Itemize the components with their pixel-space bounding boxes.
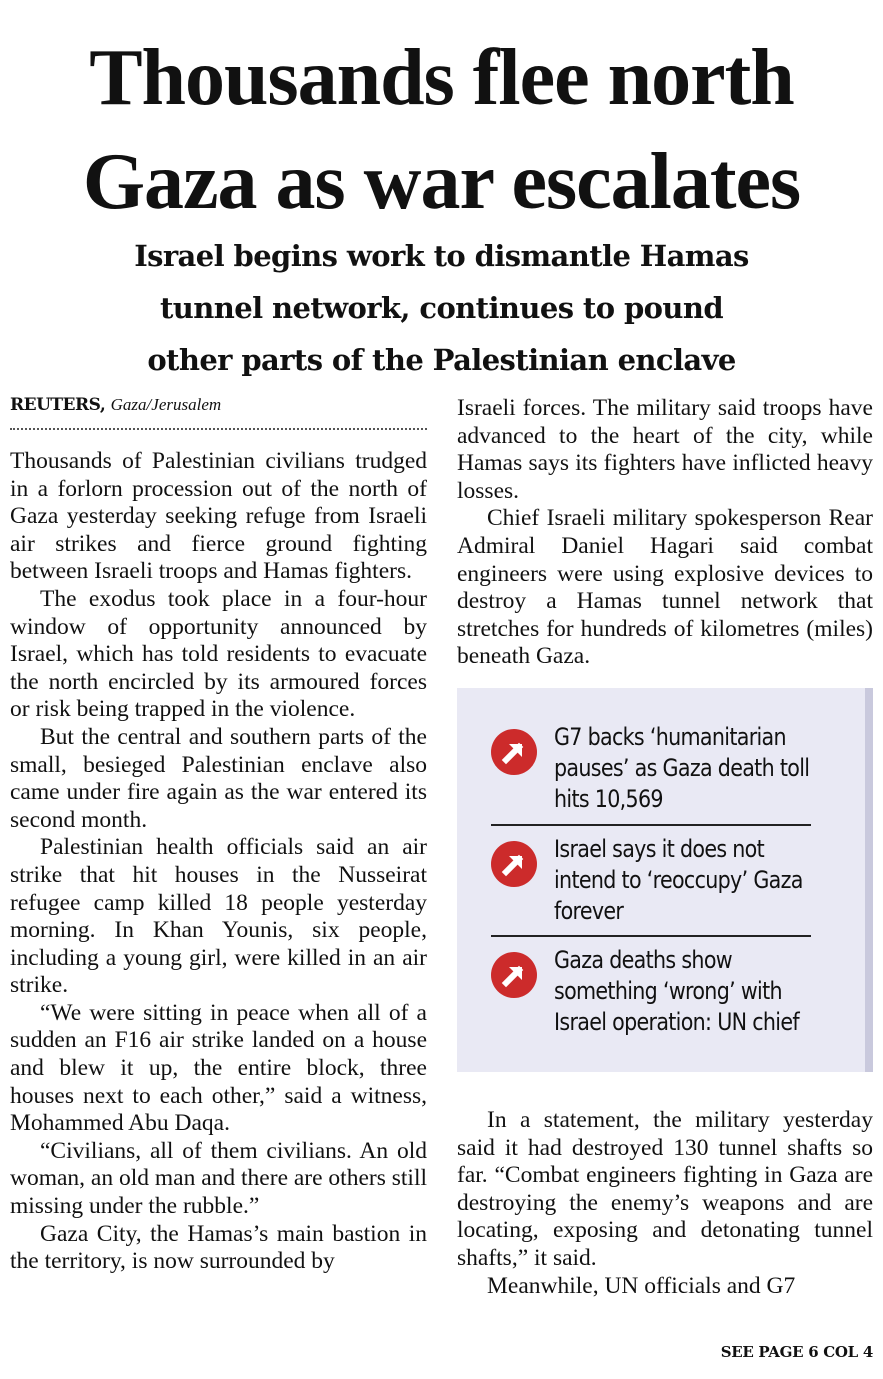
- article-paragraph: Palestinian health officials said an air strike that hit houses in the Nusseirat refugee camp killed 18 people yesterday morning. In Khan Younis, six people, including a young girl, were killed in an air strike.: [10, 834, 427, 999]
- article-paragraph: But the central and southern parts of the small, besieged Palestinian enclave also came under fire again as the war entered its second month.: [10, 723, 427, 833]
- byline-agency: REUTERS,: [10, 395, 106, 415]
- subheadline-line-1: Israel begins work to dismantle Hamas: [134, 239, 749, 273]
- article-paragraph: Meanwhile, UN officials and G7: [487, 1272, 796, 1299]
- related-stories-box: [457, 688, 873, 1072]
- byline-divider: [10, 428, 427, 430]
- article-paragraph: Israeli forces. The military said troops have advanced to the heart of the city, while Hamas says its fighters have inflicted heavy losses.: [457, 395, 873, 504]
- subheadline: [0, 230, 883, 386]
- headline-line-1: Thousands flee north: [89, 34, 794, 122]
- related-story-title[interactable]: Gaza deaths show something ‘wrong’ with Israel operation: UN chief: [554, 946, 799, 1036]
- article-column-right-top: [457, 395, 873, 671]
- article-paragraph: “Civilians, all of them civilians. An old woman, an old man and there are others still missing under the rubble.”: [10, 1137, 427, 1220]
- article-paragraph: The exodus took place in a four-hour window of opportunity announced by Israel, which has told residents to evacuate the north encircled by its armoured forces or risk being trapped in the violence.: [10, 585, 427, 723]
- article-paragraph: “We were sitting in peace when all of a sudden an F16 air strike landed on a house and blew it up, the entire block, three houses next to each other,” said a witness, Mohammed Abu Daqa.: [10, 999, 427, 1137]
- byline-dateline: Gaza/Jerusalem: [110, 395, 222, 414]
- article-paragraph: Gaza City, the Hamas’s main bastion in the territory, is now surrounded by: [10, 1220, 427, 1275]
- subheadline-line-3: other parts of the Palestinian enclave: [147, 343, 736, 377]
- related-story-title[interactable]: Israel says it does not intend to ‘reoccupy’ Gaza forever: [554, 835, 803, 925]
- article-paragraph: In a statement, the military yesterday said it had destroyed 130 tunnel shafts so far. “Combat engineers fighting in Gaza are destroying the enemy’s weapons and are locating, exposing and detonating tunnel shafts,” it said.: [457, 1107, 873, 1271]
- article-column-right-bottom: [457, 1107, 873, 1300]
- subheadline-line-2: tunnel network, continues to pound: [159, 291, 724, 325]
- byline: [10, 395, 430, 415]
- article-paragraph: Chief Israeli military spokesperson Rear Admiral Daniel Hagari said combat engineers were using explosive devices to destroy a Hamas tunnel network that stretches for hundreds of kilometres (miles) beneath Gaza.: [457, 505, 873, 670]
- related-divider: [491, 824, 811, 826]
- article-paragraph: Thousands of Palestinian civilians trudged in a forlorn procession out of the north of Gaza yesterday seeking refuge from Israeli air strikes and fierce ground fighting between Israeli troops and Hamas fighters.: [10, 448, 427, 585]
- related-divider: [491, 935, 811, 937]
- headline-line-2: Gaza as war escalates: [82, 138, 801, 226]
- arrow-up-right-icon: [491, 729, 537, 775]
- related-story-title[interactable]: G7 backs ‘humanitarian pauses’ as Gaza death toll hits 10,569: [554, 723, 810, 813]
- jump-reference[interactable]: SEE PAGE 6 COL 4: [720, 1343, 873, 1361]
- arrow-up-right-icon: [491, 952, 537, 998]
- article-column-left: [10, 448, 427, 1276]
- arrow-up-right-icon: [491, 841, 537, 887]
- headline: [0, 26, 883, 234]
